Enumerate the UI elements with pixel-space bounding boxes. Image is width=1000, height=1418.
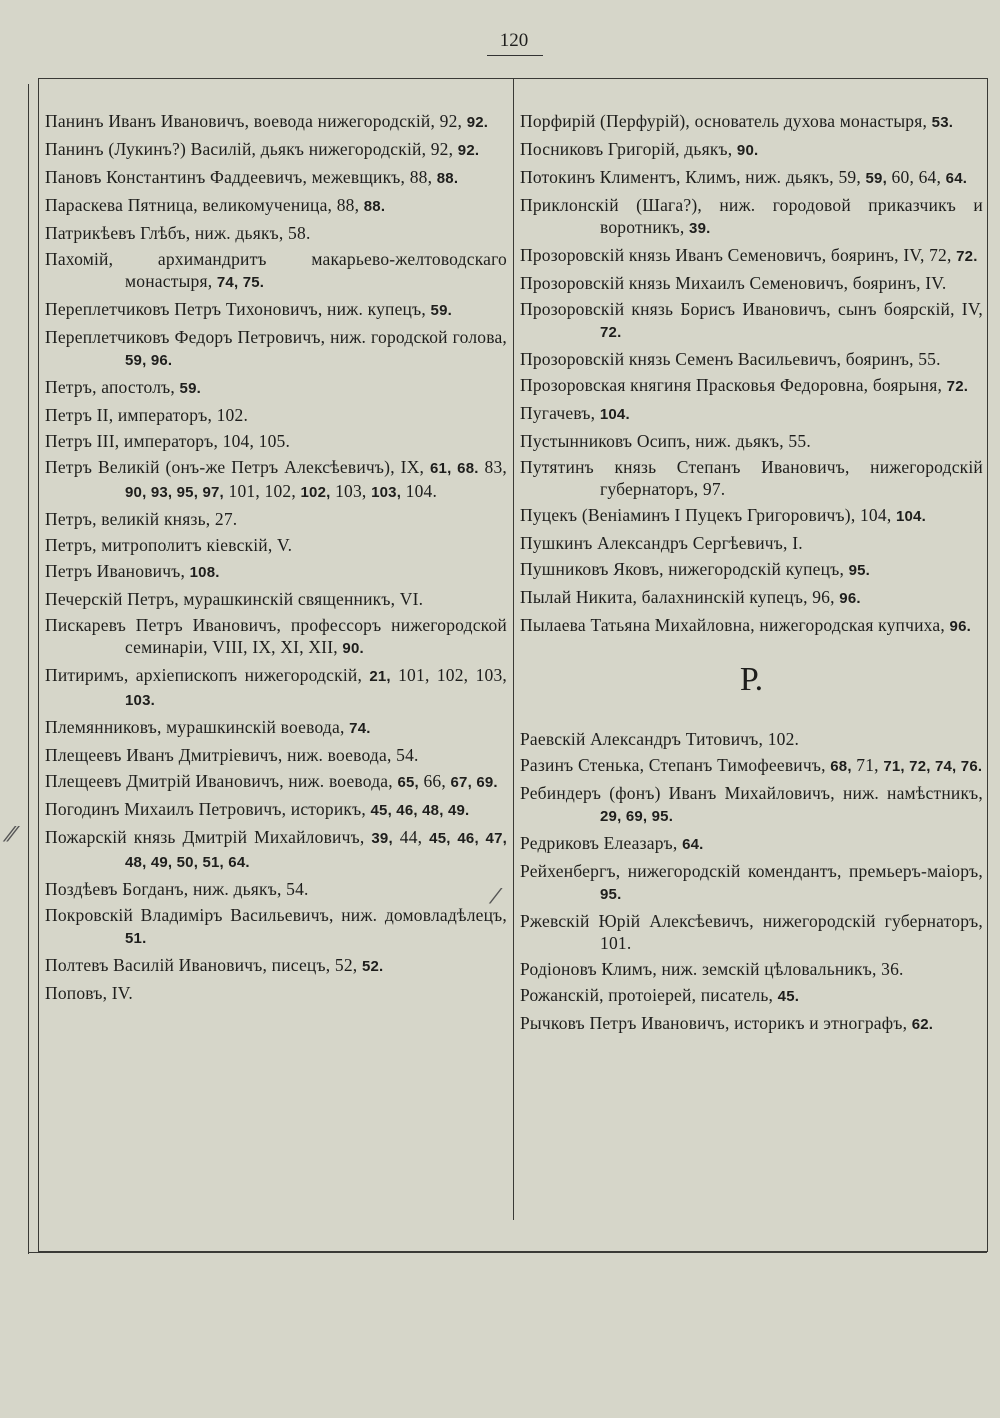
page-reference-bold: 52. <box>361 958 384 975</box>
index-entry <box>520 138 983 162</box>
page-reference-bold: 68, <box>830 758 852 775</box>
index-entry <box>520 430 983 452</box>
page-reference-bold: 59. <box>430 302 452 319</box>
index-entry <box>520 456 983 500</box>
index-entry <box>45 588 507 610</box>
index-entry <box>45 534 507 556</box>
index-entry <box>45 904 507 950</box>
entry-text: Ребиндеръ (фонъ) Иванъ Михайловичъ, ниж. намѣстникъ, <box>520 783 983 803</box>
page-reference-bold: 64. <box>945 170 968 187</box>
page-reference-bold: 88. <box>436 170 459 187</box>
entry-text: Пискаревъ Петръ Ивановичъ, профессоръ нижегородской семинаріи, VIII, IX, XI, XII, <box>45 615 507 657</box>
entry-text: Поповъ, IV. <box>45 983 133 1003</box>
entry-text: Петръ III, императоръ, 104, 105. <box>45 431 291 451</box>
index-entry <box>520 984 983 1008</box>
page-reference-bold: 104. <box>599 406 630 423</box>
page-reference-bold: 95. <box>600 886 622 903</box>
entry-text: Полтевъ Василій Ивановичъ, писецъ, 52, <box>45 955 362 975</box>
page-reference-bold: 92. <box>457 142 480 159</box>
index-entry <box>45 456 507 504</box>
page-reference-bold: 45. <box>777 988 800 1005</box>
index-entry <box>520 614 983 638</box>
index-entry <box>520 782 983 828</box>
index-entries-p <box>520 110 983 638</box>
entry-text: 101, 102, <box>223 481 301 501</box>
entry-text: Панинъ Иванъ Ивановичъ, воевода нижегородскій, 92, <box>45 111 467 131</box>
page-reference-bold: 29, 69, 95. <box>600 808 674 825</box>
entry-text: Петръ, великій князь, 27. <box>45 509 238 529</box>
page-reference-bold: 96. <box>949 618 971 635</box>
page-reference-bold: 104. <box>895 508 926 525</box>
entry-text: Пылай Никита, балахнинскій купецъ, 96, <box>520 587 840 607</box>
index-entry <box>520 1012 983 1036</box>
entry-text: Пушниковъ Яковъ, нижегородскій купецъ, <box>520 559 849 579</box>
index-entry <box>520 504 983 528</box>
entry-text: 60, 64, <box>886 167 946 187</box>
page-reference-bold: 102, <box>300 484 331 501</box>
frame-outer-bottom-rule <box>28 1252 987 1253</box>
page-reference-bold: 92. <box>466 114 489 131</box>
index-entry <box>45 664 507 712</box>
page-reference-bold: 59, <box>865 170 887 187</box>
entry-text: Панинъ (Лукинъ?) Василій, дьякъ нижегородскій, 92, <box>45 139 458 159</box>
index-entry <box>45 376 507 400</box>
entry-text: Потокинъ Климентъ, Климъ, ниж. дьякъ, 59, <box>520 167 866 187</box>
entry-text: Приклонскій (Шага?), ниж. городовой приказчикъ и воротникъ, <box>520 195 983 237</box>
index-entry <box>45 716 507 740</box>
entry-text: 103, <box>330 481 372 501</box>
index-entry <box>520 860 983 906</box>
entry-text: Питиримъ, архіепископъ нижегородскій, <box>45 665 370 685</box>
page-reference-bold: 39. <box>689 220 711 237</box>
index-entry <box>520 558 983 582</box>
page-reference-bold: 39, <box>371 830 393 847</box>
page-reference-bold: 21, <box>369 668 391 685</box>
index-entry <box>45 110 507 134</box>
index-entry <box>45 826 507 874</box>
page-reference-bold: 72. <box>600 324 622 341</box>
entry-text: Прозоровскій князь Борисъ Ивановичъ, сынъ боярскій, IV, <box>520 299 983 319</box>
page-reference-bold: 51. <box>125 930 147 947</box>
page-reference-bold: 72. <box>946 378 969 395</box>
entry-text: Петръ Ивановичъ, <box>45 561 190 581</box>
index-entry <box>520 244 983 268</box>
entry-text: Плещеевъ Дмитрій Ивановичъ, ниж. воевода, <box>45 771 398 791</box>
entry-text: Пугачевъ, <box>520 403 600 423</box>
index-entry <box>45 560 507 584</box>
page-reference-bold: 72. <box>956 248 978 265</box>
page-reference-bold: 74, 75. <box>216 274 265 291</box>
entry-text: Пуцекъ (Веніаминъ I Пуцекъ Григоровичъ), 104, <box>520 505 896 525</box>
entry-text: Ржевскій Юрій Алексѣевичъ, нижегородскій губернаторъ, 101. <box>520 911 983 953</box>
entry-text: Путятинъ князь Степанъ Ивановичъ, нижегородскій губернаторъ, 97. <box>520 457 983 499</box>
page-reference-bold: 103. <box>125 692 155 709</box>
entry-text: Поздѣевъ Богданъ, ниж. дьякъ, 54. <box>45 879 309 899</box>
entry-text: Разинъ Стенька, Степанъ Тимофеевичъ, <box>520 755 831 775</box>
entry-text: Пушкинъ Александръ Сергѣевичъ, I. <box>520 533 803 553</box>
entry-text: Рычковъ Петръ Ивановичъ, историкъ и этнографъ, <box>520 1013 912 1033</box>
page-reference-bold: 103, <box>371 484 402 501</box>
page-reference-bold: 108. <box>189 564 220 581</box>
margin-pencil-mark-right: ⁄ <box>494 884 498 908</box>
index-entry <box>520 272 983 294</box>
index-entry <box>45 770 507 794</box>
page-reference-bold: 95. <box>848 562 871 579</box>
entry-text: 83, <box>478 457 507 477</box>
page-reference-bold: 67, 69. <box>450 774 498 791</box>
entry-text: Рожанскій, протоіерей, писатель, <box>520 985 778 1005</box>
page-reference-bold: 59, 96. <box>125 352 173 369</box>
index-column-right <box>520 110 983 1040</box>
entry-text: Петръ Великій (онъ-же Петръ Алексѣевичъ), IX, <box>45 457 431 477</box>
column-divider <box>513 78 514 1220</box>
page-reference-bold: 45, 46, 48, 49. <box>370 802 470 819</box>
index-entry <box>520 348 983 370</box>
page-reference-bold: 88. <box>363 198 386 215</box>
entry-text: Посниковъ Григорій, дьякъ, <box>520 139 737 159</box>
index-entry <box>45 798 507 822</box>
index-entry <box>45 166 507 190</box>
page-reference-bold: 65, <box>397 774 419 791</box>
index-entry <box>520 298 983 344</box>
entry-text: Пожарскій князь Дмитрій Михайловичъ, <box>45 827 372 847</box>
index-entry <box>45 248 507 294</box>
entry-text: Рейхенбергъ, нижегородскій комендантъ, премьеръ-маіоръ, <box>520 861 983 881</box>
index-entry <box>520 586 983 610</box>
index-entry <box>45 430 507 452</box>
index-entry <box>45 982 507 1004</box>
page-reference-bold: 61, 68. <box>430 460 479 477</box>
index-entries-r <box>520 728 983 1036</box>
page-reference-bold: 62. <box>911 1016 934 1033</box>
entry-text: Пылаева Татьяна Михайловна, нижегородская купчиха, <box>520 615 950 635</box>
index-entry <box>45 508 507 530</box>
entry-text: Родіоновъ Климъ, ниж. земскій цѣловальникъ, 36. <box>520 959 904 979</box>
entry-text: Параскева Пятница, великомученица, 88, <box>45 195 364 215</box>
page-reference-bold: 90. <box>736 142 759 159</box>
entry-text: Петръ, апостолъ, <box>45 377 180 397</box>
page-reference-bold: 71, 72, 74, 76. <box>883 758 983 775</box>
index-entry <box>45 298 507 322</box>
index-entry <box>45 138 507 162</box>
entry-text: Пановъ Константинъ Фаддеевичъ, межевщикъ, 88, <box>45 167 437 187</box>
entry-text: Плещеевъ Иванъ Дмитріевичъ, ниж. воевода, 54. <box>45 745 419 765</box>
entry-text: 101, 102, 103, <box>390 665 507 685</box>
index-entry <box>520 832 983 856</box>
entry-text: Порфирій (Перфурій), основатель духова монастыря, <box>520 111 932 131</box>
index-entry <box>45 878 507 900</box>
index-entry <box>520 374 983 398</box>
page-reference-bold: 64. <box>682 836 704 853</box>
entry-text: Прозоровскій князь Михаилъ Семеновичъ, бояринъ, IV. <box>520 273 947 293</box>
entry-text: Патрикѣевъ Глѣбъ, ниж. дьякъ, 58. <box>45 223 311 243</box>
index-entry <box>45 404 507 426</box>
entry-text: Переплетчиковъ Петръ Тихоновичъ, ниж. купецъ, <box>45 299 431 319</box>
page-number-rule <box>487 55 543 56</box>
page-number: 120 <box>499 30 529 51</box>
page-reference-bold: 74. <box>349 720 371 737</box>
entry-text: Переплетчиковъ Федоръ Петровичъ, ниж. городской голова, <box>45 327 507 347</box>
page-reference-bold: 45, 46, 47, 48, 49, 50, 51, 64. <box>125 830 507 871</box>
entry-text: Печерскій Петръ, мурашкинскій священникъ, VI. <box>45 589 424 609</box>
page-reference-bold: 90. <box>342 640 364 657</box>
index-entry <box>520 728 983 750</box>
entry-text: Племянниковъ, мурашкинскій воевода, <box>45 717 350 737</box>
index-column-left <box>45 110 507 1008</box>
page-reference-bold: 59. <box>179 380 201 397</box>
entry-text: Прозоровскій князь Иванъ Семеновичъ, бояринъ, IV, 72, <box>520 245 957 265</box>
page-reference-bold: 96. <box>839 590 861 607</box>
entry-text: Редриковъ Елеазаръ, <box>520 833 683 853</box>
entry-text: Петръ II, императоръ, 102. <box>45 405 249 425</box>
entry-text: Раевскій Александръ Титовичъ, 102. <box>520 729 800 749</box>
entry-text: Прозоровская княгиня Прасковья Федоровна, боярыня, <box>520 375 947 395</box>
index-entry <box>520 402 983 426</box>
frame-outer-left-rule <box>28 84 29 1254</box>
index-entry <box>520 754 983 778</box>
entry-text: Погодинъ Михаилъ Петровичъ, историкъ, <box>45 799 371 819</box>
index-entry <box>520 110 983 134</box>
index-entry <box>520 910 983 954</box>
index-entry <box>45 744 507 766</box>
entry-text: Покровскій Владиміръ Васильевичъ, ниж. домовладѣлецъ, <box>45 905 507 925</box>
section-letter-r: Р. <box>739 661 764 698</box>
index-entry <box>45 614 507 660</box>
entry-text: 104. <box>401 481 438 501</box>
index-entry <box>520 194 983 240</box>
index-entry <box>45 954 507 978</box>
entry-text: Пахомій, архимандритъ макарьево-желтоводскаго монастыря, <box>45 249 507 291</box>
entry-text: 44, <box>392 827 430 847</box>
entry-text: Петръ, митрополитъ кіевскій, V. <box>45 535 293 555</box>
margin-pencil-mark-left: ⁄⁄ <box>8 822 15 846</box>
page-reference-bold: 53. <box>931 114 954 131</box>
index-entry <box>45 222 507 244</box>
page-reference-bold: 90, 93, 95, 97, <box>125 484 224 501</box>
entry-text: Прозоровскій князь Семенъ Васильевичъ, бояринъ, 55. <box>520 349 941 369</box>
index-entry <box>45 326 507 372</box>
entry-text: 66, <box>418 771 451 791</box>
entry-text: Пустынниковъ Осипъ, ниж. дьякъ, 55. <box>520 431 811 451</box>
index-entry <box>520 532 983 554</box>
entry-text: 71, <box>851 755 884 775</box>
index-entry <box>520 958 983 980</box>
index-entry <box>45 194 507 218</box>
index-entry <box>520 166 983 190</box>
